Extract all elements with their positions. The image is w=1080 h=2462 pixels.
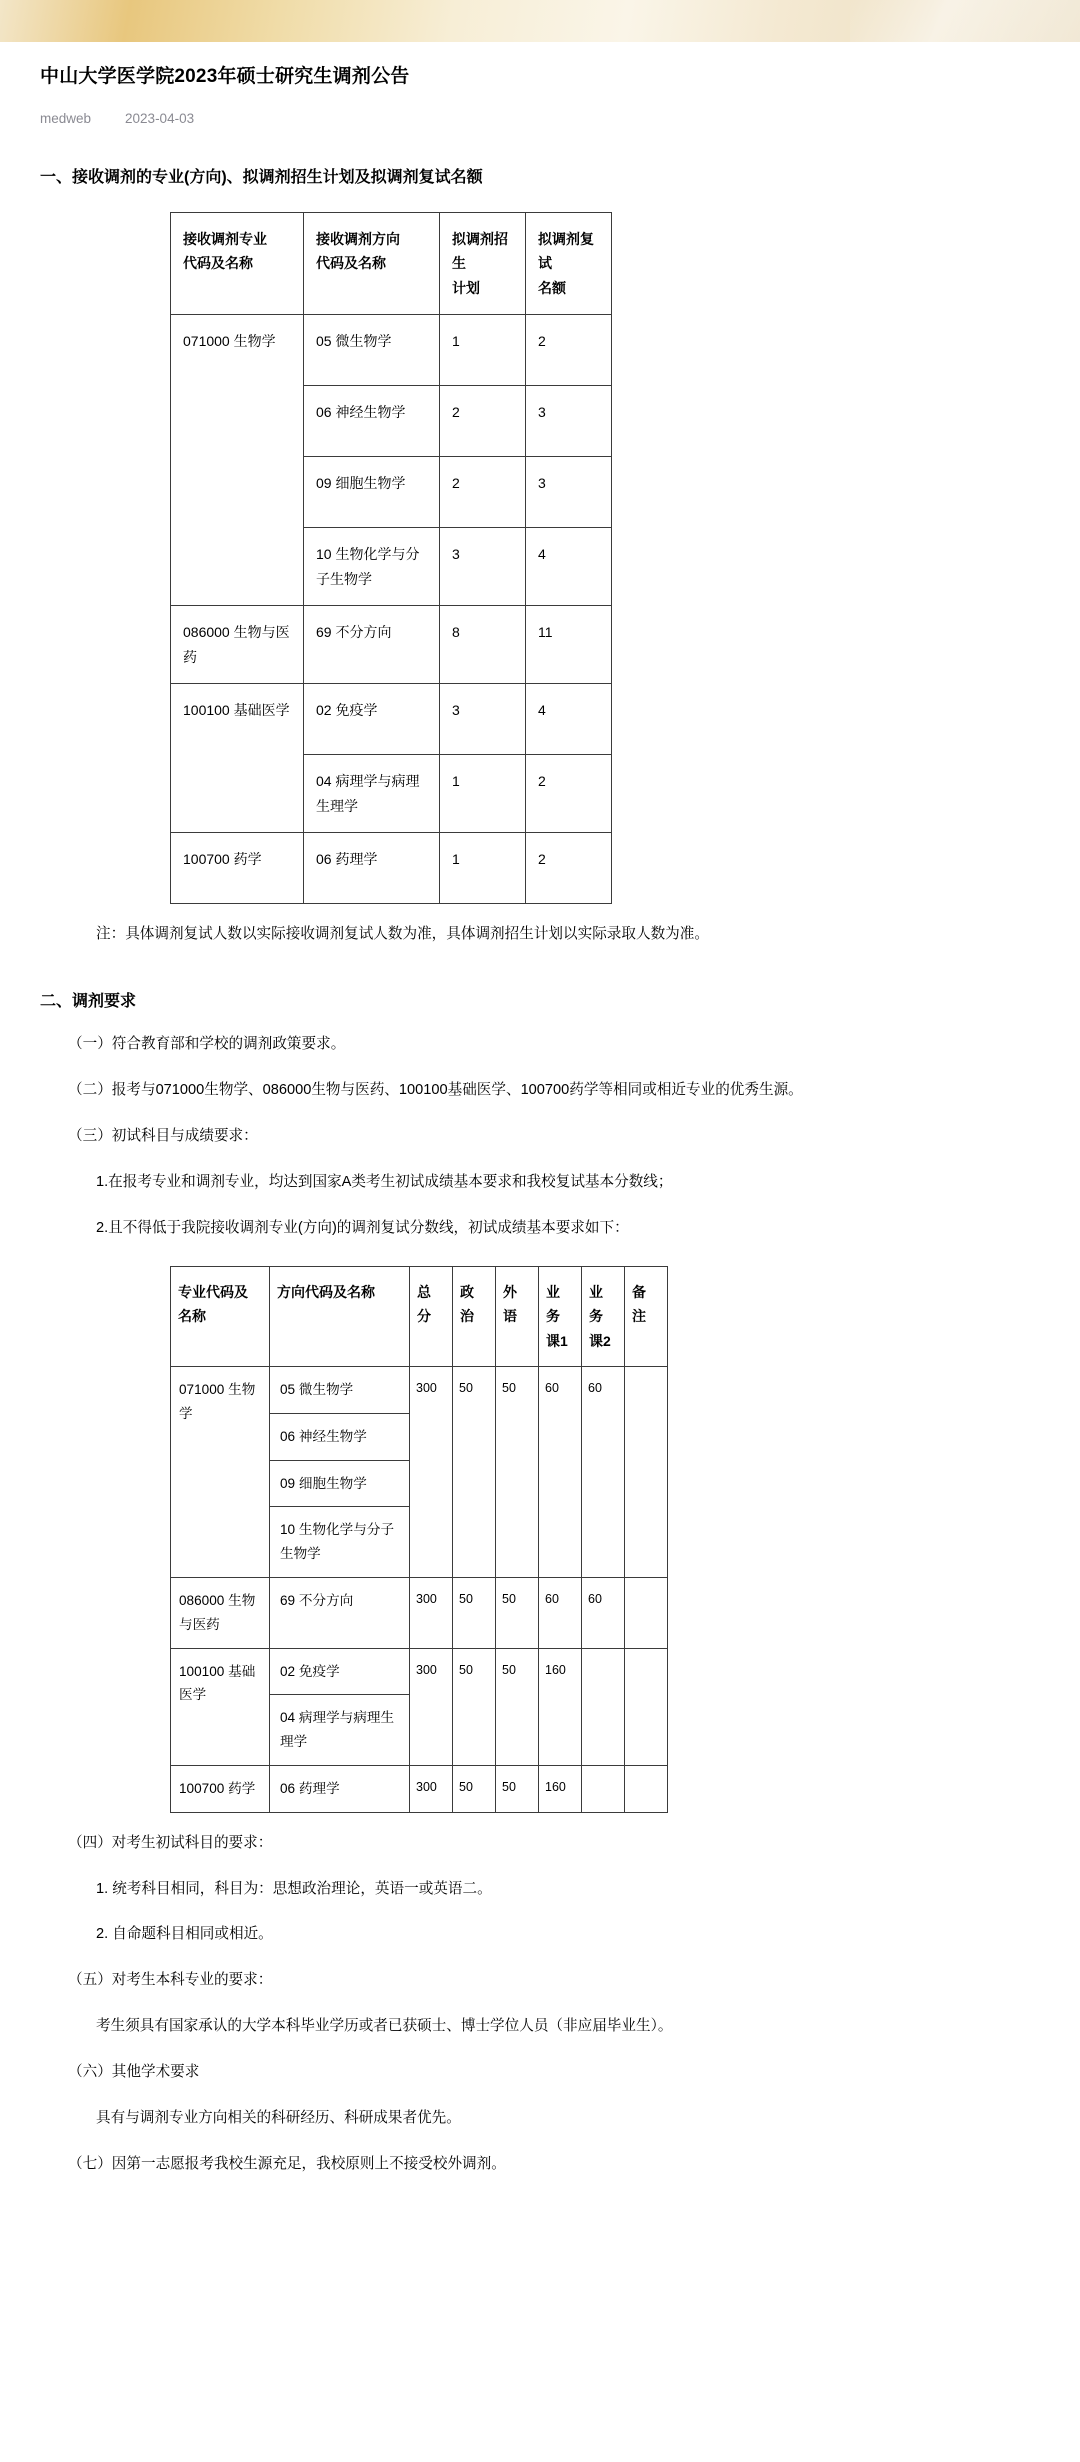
article-author: medweb bbox=[40, 110, 92, 126]
cell-course-2: 60 bbox=[582, 1577, 625, 1648]
table-1-wrapper bbox=[40, 212, 1040, 905]
cell-direction: 05 微生物学 bbox=[304, 315, 440, 386]
cell-plan: 2 bbox=[440, 386, 526, 457]
cell-quota: 4 bbox=[526, 528, 612, 606]
article-content bbox=[0, 64, 1080, 2220]
cell-direction-code: 09 细胞生物学 bbox=[270, 1460, 410, 1507]
th-course-2: 业 务 课2 bbox=[582, 1266, 625, 1367]
cell-direction: 02 免疫学 bbox=[304, 684, 440, 755]
cell-direction-code: 06 药理学 bbox=[270, 1765, 410, 1812]
requirement-item-4-sub-1: 1. 统考科目相同，科目为：思想政治理论，英语一或英语二。 bbox=[96, 1880, 492, 1897]
table-header-row bbox=[171, 1266, 668, 1367]
cell-total: 300 bbox=[410, 1765, 453, 1812]
cell-plan: 3 bbox=[440, 684, 526, 755]
cell-major: 071000 生物学 bbox=[171, 315, 304, 606]
cell-major-code: 100700 药学 bbox=[171, 1765, 270, 1812]
th-remark: 备 注 bbox=[625, 1266, 668, 1367]
cell-quota: 2 bbox=[526, 755, 612, 833]
section-1-heading: 一、接收调剂的专业(方向)、拟调剂招生计划及拟调剂复试名额 bbox=[40, 168, 483, 186]
th-direction: 接收调剂方向 代码及名称 bbox=[304, 212, 440, 315]
page-title: 中山大学医学院2023年硕士研究生调剂公告 bbox=[40, 66, 410, 87]
th-plan: 拟调剂招生 计划 bbox=[440, 212, 526, 315]
cell-quota: 3 bbox=[526, 457, 612, 528]
cell-foreign: 50 bbox=[496, 1648, 539, 1765]
cell-direction: 06 神经生物学 bbox=[304, 386, 440, 457]
table-row bbox=[171, 1577, 668, 1648]
table-row bbox=[171, 606, 612, 684]
cell-major-code: 100100 基础医学 bbox=[171, 1648, 270, 1765]
th-direction-code: 方向代码及名称 bbox=[270, 1266, 410, 1367]
table-row bbox=[171, 1765, 668, 1812]
requirement-item-7: （七）因第一志愿报考我校生源充足，我校原则上不接受校外调剂。 bbox=[68, 2155, 506, 2172]
cell-quota: 4 bbox=[526, 684, 612, 755]
table-row bbox=[171, 833, 612, 904]
cell-total: 300 bbox=[410, 1577, 453, 1648]
cell-course-1: 60 bbox=[539, 1367, 582, 1578]
requirement-item-4: （四）对考生初试科目的要求： bbox=[68, 1834, 273, 1851]
cell-direction: 69 不分方向 bbox=[304, 606, 440, 684]
cell-foreign: 50 bbox=[496, 1367, 539, 1578]
article-meta bbox=[40, 111, 1040, 126]
score-requirement-table bbox=[170, 1266, 668, 1813]
table-row bbox=[171, 315, 612, 386]
cell-course-2 bbox=[582, 1648, 625, 1765]
cell-politics: 50 bbox=[453, 1765, 496, 1812]
cell-direction-code: 02 免疫学 bbox=[270, 1648, 410, 1695]
admission-plan-table bbox=[170, 212, 612, 905]
section-2-heading: 二、调剂要求 bbox=[40, 993, 137, 1010]
th-major: 接收调剂专业 代码及名称 bbox=[171, 212, 304, 315]
cell-direction: 06 药理学 bbox=[304, 833, 440, 904]
cell-plan: 1 bbox=[440, 755, 526, 833]
cell-remark bbox=[625, 1765, 668, 1812]
cell-major: 086000 生物与医药 bbox=[171, 606, 304, 684]
cell-politics: 50 bbox=[453, 1577, 496, 1648]
requirement-item-3: （三）初试科目与成绩要求： bbox=[68, 1127, 258, 1144]
cell-plan: 8 bbox=[440, 606, 526, 684]
cell-quota: 3 bbox=[526, 386, 612, 457]
cell-direction: 10 生物化学与分子生物学 bbox=[304, 528, 440, 606]
table-row bbox=[171, 1367, 668, 1414]
cell-plan: 1 bbox=[440, 833, 526, 904]
cell-total: 300 bbox=[410, 1367, 453, 1578]
th-total-score: 总 分 bbox=[410, 1266, 453, 1367]
cell-remark bbox=[625, 1367, 668, 1578]
cell-quota: 2 bbox=[526, 315, 612, 386]
cell-course-1: 60 bbox=[539, 1577, 582, 1648]
cell-plan: 1 bbox=[440, 315, 526, 386]
th-quota: 拟调剂复试 名额 bbox=[526, 212, 612, 315]
cell-total: 300 bbox=[410, 1648, 453, 1765]
table-2-wrapper bbox=[40, 1266, 1040, 1813]
cell-direction-code: 06 神经生物学 bbox=[270, 1413, 410, 1460]
table-row bbox=[171, 684, 612, 755]
th-politics: 政 治 bbox=[453, 1266, 496, 1367]
decorative-top-banner bbox=[0, 0, 1080, 42]
cell-politics: 50 bbox=[453, 1648, 496, 1765]
cell-major-code: 086000 生物与医药 bbox=[171, 1577, 270, 1648]
requirement-item-3-sub-1: 1.在报考专业和调剂专业，均达到国家A类考生初试成绩基本要求和我校复试基本分数线； bbox=[96, 1173, 673, 1190]
cell-direction: 09 细胞生物学 bbox=[304, 457, 440, 528]
cell-course-2: 60 bbox=[582, 1367, 625, 1578]
requirement-item-5-body: 考生须具有国家承认的大学本科毕业学历或者已获硕士、博士学位人员（非应届毕业生）。 bbox=[96, 2018, 673, 2035]
cell-plan: 3 bbox=[440, 528, 526, 606]
requirement-item-1: （一）符合教育部和学校的调剂政策要求。 bbox=[68, 1036, 346, 1052]
cell-major: 100700 药学 bbox=[171, 833, 304, 904]
article-date: 2023-04-03 bbox=[125, 110, 195, 126]
th-major-code: 专业代码及 名称 bbox=[171, 1266, 270, 1367]
page-bottom-spacer bbox=[40, 2180, 1040, 2220]
cell-direction-code: 04 病理学与病理生理学 bbox=[270, 1695, 410, 1766]
cell-politics: 50 bbox=[453, 1367, 496, 1578]
cell-course-1: 160 bbox=[539, 1648, 582, 1765]
cell-foreign: 50 bbox=[496, 1577, 539, 1648]
cell-direction-code: 10 生物化学与分子生物学 bbox=[270, 1507, 410, 1578]
requirement-item-5: （五）对考生本科专业的要求： bbox=[68, 1972, 273, 1989]
requirement-item-3-sub-2: 2.且不得低于我院接收调剂专业(方向)的调剂复试分数线，初试成绩基本要求如下： bbox=[96, 1219, 629, 1236]
table-row bbox=[171, 1648, 668, 1695]
cell-major: 100100 基础医学 bbox=[171, 684, 304, 833]
cell-quota: 2 bbox=[526, 833, 612, 904]
cell-quota: 11 bbox=[526, 606, 612, 684]
cell-course-2 bbox=[582, 1765, 625, 1812]
cell-course-1: 160 bbox=[539, 1765, 582, 1812]
cell-major-code: 071000 生物学 bbox=[171, 1367, 270, 1578]
table-1-note: 注：具体调剂复试人数以实际接收调剂复试人数为准，具体调剂招生计划以实际录取人数为准。 bbox=[96, 926, 709, 943]
cell-foreign: 50 bbox=[496, 1765, 539, 1812]
cell-plan: 2 bbox=[440, 457, 526, 528]
requirement-item-6: （六）其他学术要求 bbox=[68, 2064, 200, 2081]
cell-direction-code: 69 不分方向 bbox=[270, 1577, 410, 1648]
requirement-item-6-body: 具有与调剂专业方向相关的科研经历、科研成果者优先。 bbox=[96, 2110, 461, 2127]
requirement-item-2: （二）报考与071000生物学、086000生物与医药、100100基础医学、100700药学等相同或相近专业的优秀生源。 bbox=[68, 1081, 803, 1098]
cell-direction-code: 05 微生物学 bbox=[270, 1367, 410, 1414]
cell-direction: 04 病理学与病理生理学 bbox=[304, 755, 440, 833]
th-course-1: 业 务 课1 bbox=[539, 1266, 582, 1367]
cell-remark bbox=[625, 1577, 668, 1648]
th-foreign-language: 外 语 bbox=[496, 1266, 539, 1367]
cell-remark bbox=[625, 1648, 668, 1765]
requirement-item-4-sub-2: 2. 自命题科目相同或相近。 bbox=[96, 1926, 273, 1943]
table-header-row bbox=[171, 212, 612, 315]
